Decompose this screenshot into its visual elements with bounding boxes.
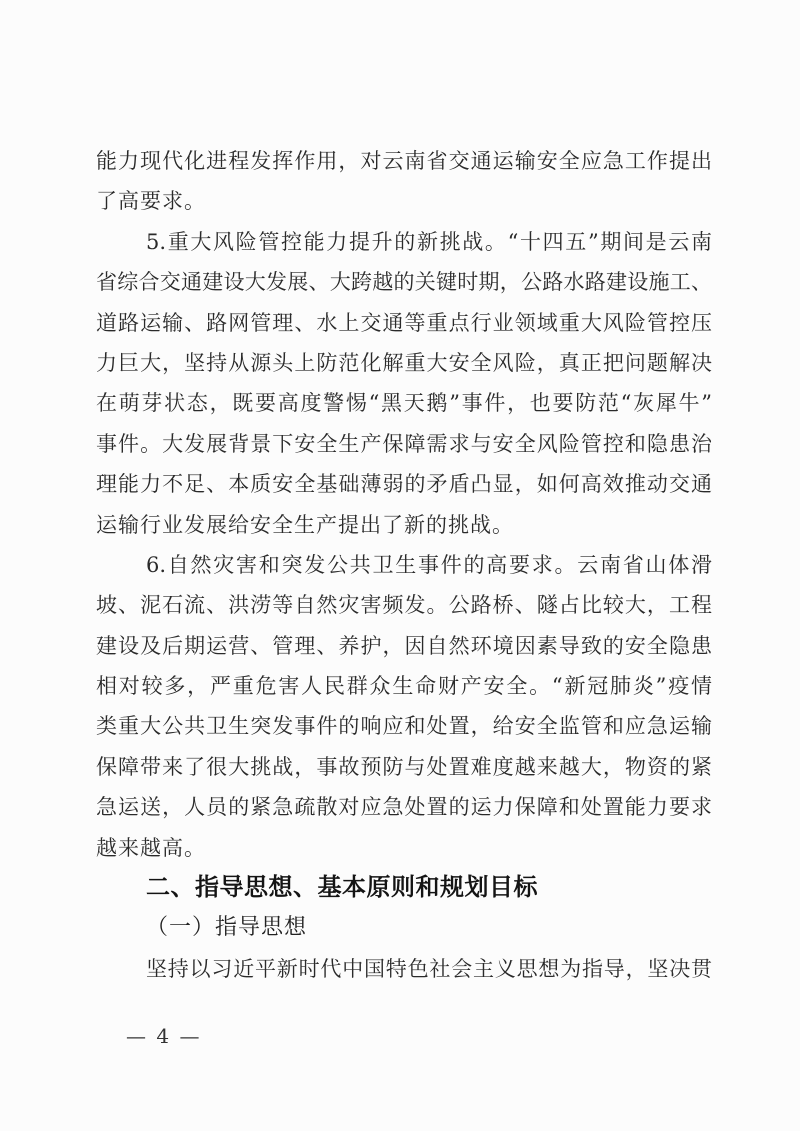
body-line: 保障带来了很大挑战，事故预防与处置难度越来越大，物资的紧 xyxy=(96,754,712,779)
body-line: 省综合交通建设大发展、大跨越的关键时期，公路水路建设施工、 xyxy=(96,270,712,295)
body-line: 力巨大，坚持从源头上防范化解重大安全风险，真正把问题解决 xyxy=(96,350,712,375)
body-line: 事件。大发展背景下安全生产保障需求与安全风险管控和隐患治 xyxy=(96,431,712,456)
body-line: 5.重大风险管控能力提升的新挑战。“十四五”期间是云南 xyxy=(146,229,712,254)
body-line: 在萌芽状态，既要高度警惕“黑天鹅”事件，也要防范“灰犀牛” xyxy=(96,391,712,416)
page-number: — 4 — xyxy=(126,1024,202,1048)
body-line: 建设及后期运营、管理、养护，因自然环境因素导致的安全隐患 xyxy=(96,633,712,658)
subsection-heading: （一）指导思想 xyxy=(146,915,308,941)
body-line: 相对较多，严重危害人民群众生命财产安全。“新冠肺炎”疫情 xyxy=(96,674,712,699)
section-heading: 二、指导思想、基本原则和规划目标 xyxy=(146,874,538,902)
body-line: 坡、泥石流、洪涝等自然灾害频发。公路桥、隧占比较大，工程 xyxy=(96,593,712,618)
body-line: 急运送，人员的紧急疏散对应急处置的运力保障和处置能力要求 xyxy=(96,795,712,820)
body-line: 运输行业发展给安全生产提出了新的挑战。 xyxy=(96,512,514,537)
body-line: 能力现代化进程发挥作用，对云南省交通运输安全应急工作提出 xyxy=(96,149,712,173)
document-body xyxy=(96,141,712,989)
body-line: 类重大公共卫生突发事件的响应和处置，给安全监管和应急运输 xyxy=(96,714,712,739)
body-line: 6.自然灾害和突发公共卫生事件的高要求。云南省山体滑 xyxy=(146,552,712,577)
body-line: 道路运输、路网管理、水上交通等重点行业领域重大风险管控压 xyxy=(96,310,712,335)
body-line: 了高要求。 xyxy=(96,189,206,214)
body-line: 坚持以习近平新时代中国特色社会主义思想为指导，坚决贯 xyxy=(146,956,712,981)
body-line: 理能力不足、本质安全基础薄弱的矛盾凸显，如何高效推动交通 xyxy=(96,472,712,497)
body-line: 越来越高。 xyxy=(96,835,206,860)
